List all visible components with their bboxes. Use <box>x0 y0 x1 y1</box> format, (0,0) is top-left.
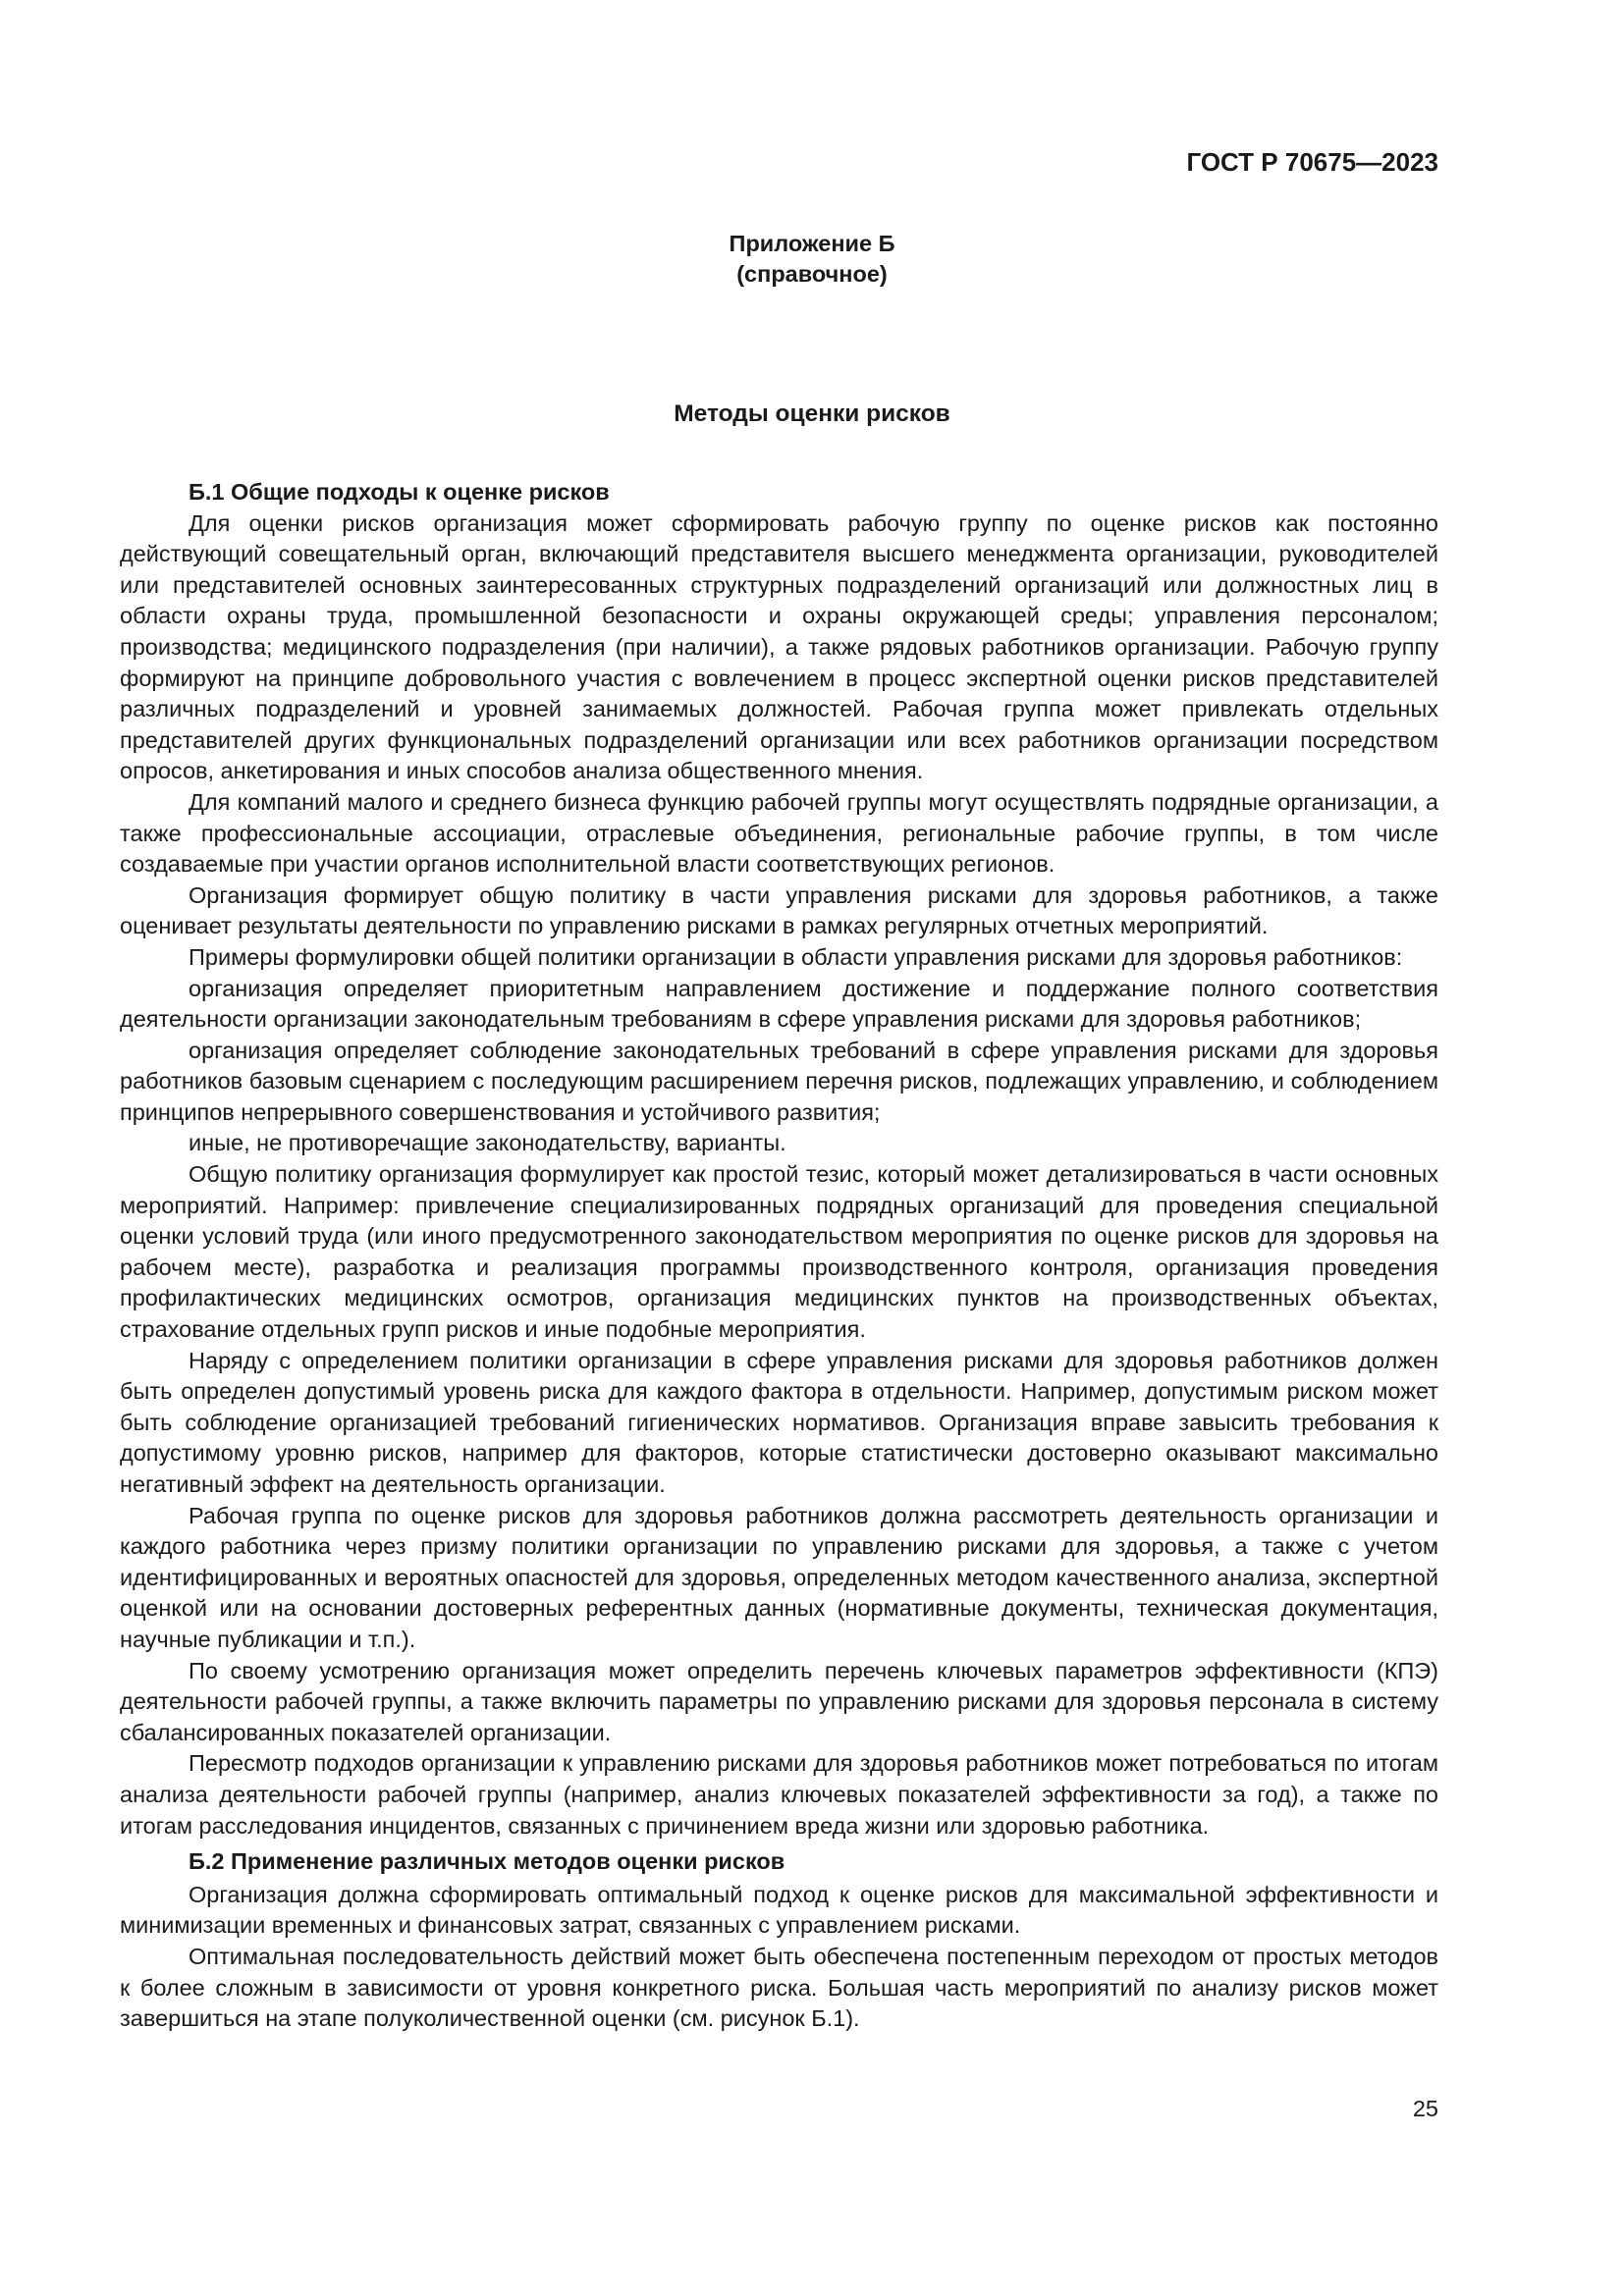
document-body <box>120 477 1438 2035</box>
paragraph: По своему усмотрению организация может определить перечень ключевых параметров эффективности (КПЭ) деятельности рабочей группы, а также включить параметры по управлению рисками для здоровья персонала в систему сбалансированных показателей организации. <box>120 1657 1438 1745</box>
list-item: иные, не противоречащие законодательству, варианты. <box>189 1130 786 1156</box>
paragraph: Рабочая группа по оценке рисков для здоровья работников должна рассмотреть деятельность организации и каждого работника через призму политики организации по управлению рисками для здоровья, а также с учетом идентифицированных и вероятных опасностей для здоровья, определенных методом качественного анализа, экспертной оценкой или на основании достоверных референтных данных (нормативные документы, техническая документация, научные публикации и т.п.). <box>120 1502 1438 1652</box>
appendix-label: Приложение Б <box>729 231 895 256</box>
paragraph: Организация формирует общую политику в части управления рисками для здоровья работников, а также оценивает результаты деятельности по управлению рисками в рамках регулярных отчетных мероприятий. <box>120 881 1438 939</box>
section-heading: Б.2 Применение различных методов оценки рисков <box>189 1848 785 1875</box>
document-title: Методы оценки рисков <box>674 400 950 427</box>
appendix-heading <box>0 229 1624 290</box>
page-number: 25 <box>1412 2096 1438 2121</box>
paragraph: Примеры формулировки общей политики организации в области управления рисками для здоровья работников: <box>189 943 1403 970</box>
list-item: организация определяет соблюдение законодательных требований в сфере управления рисками для здоровья работников базовым сценарием с последующим расширением перечня рисков, подлежащих управлению, и соблюдением принципов непрерывного совершенствования и устойчивого развития; <box>120 1037 1438 1125</box>
paragraph: Для компаний малого и среднего бизнеса функцию рабочей группы могут осуществлять подрядные организации, а также профессиональные ассоциации, отраслевые объединения, региональные рабочие группы, в том числе создаваемые при участии органов исполнительной власти соответствующих регионов. <box>120 788 1438 878</box>
paragraph: Общую политику организация формулирует как простой тезис, который может детализироваться в части основных мероприятий. Например: привлечение специализированных подрядных организаций для проведения специальной оценки условий труда (или иного предусмотренного законодательством мероприятия по оценке рисков для здоровья на рабочем месте), разработка и реализация программы производственного контроля, организация проведения профилактических медицинских осмотров, организация медицинских пунктов на производственных объектах, страхование отдельных групп рисков и иные подобные мероприятия. <box>120 1161 1438 1343</box>
appendix-kind: (справочное) <box>736 261 888 287</box>
section-heading: Б.1 Общие подходы к оценке рисков <box>189 479 610 505</box>
paragraph: Для оценки рисков организация может сформировать рабочую группу по оценке рисков как постоянно действующий совещательный орган, включающий представителя высшего менеджмента организации, руководителей или представителей основных заинтересованных структурных подразделений организаций или должностных лиц в области охраны труда, промышленной безопасности и охраны окружающей среды; управления персоналом; производства; медицинского подразделения (при наличии), а также рядовых работников организации. Рабочую группу формируют на принципе добровольного участия с вовлечением в процесс экспертной оценки рисков представителей различных подразделений и уровней занимаемых должностей. Рабочая группа может привлекать отдельных представителей других функциональных подразделений организации или всех работников организации посредством опросов, анкетирования и иных способов анализа общественного мнения. <box>120 509 1438 784</box>
paragraph: Оптимальная последовательность действий может быть обеспечена постепенным переходом от простых методов к более сложным в зависимости от уровня конкретного риска. Большая часть мероприятий по анализу рисков может завершиться на этапе полуколичественной оценки (см. рисунок Б.1). <box>120 1943 1438 2032</box>
paragraph: Организация должна сформировать оптимальный подход к оценке рисков для максимальной эффективности и минимизации временных и финансовых затрат, связанных с управлением рисками. <box>120 1881 1438 1939</box>
paragraph: Пересмотр подходов организации к управлению рисками для здоровья работников может потребоваться по итогам анализа деятельности рабочей группы (например, анализ ключевых показателей эффективности за год), а также по итогам расследования инцидентов, связанных с причинением вреда жизни или здоровью работника. <box>120 1750 1438 1839</box>
standard-code: ГОСТ Р 70675—2023 <box>1186 147 1438 177</box>
paragraph: Наряду с определением политики организации в сфере управления рисками для здоровья работников должен быть определен допустимый уровень риска для каждого фактора в отдельности. Например, допустимым риском может быть соблюдение организацией требований гигиенических нормативов. Организация вправе завысить требования к допустимому уровню рисков, например для факторов, которые статистически достоверно оказывают максимально негативный эффект на деятельность организации. <box>120 1347 1438 1497</box>
list-item: организация определяет приоритетным направлением достижение и поддержание полного соответствия деятельности организации законодательным требованиям в сфере управления рисками для здоровья работников; <box>120 975 1438 1033</box>
